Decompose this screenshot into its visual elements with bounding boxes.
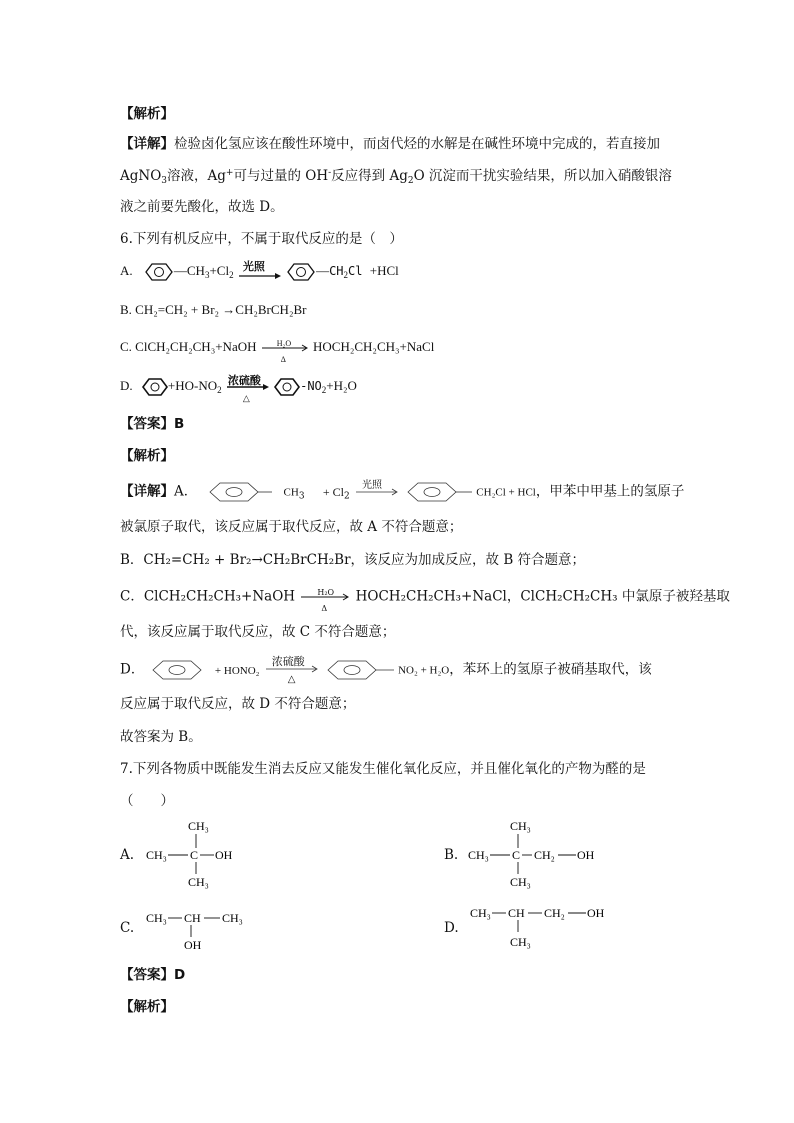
question-7-paren: （ ） — [120, 793, 174, 809]
struct-label: C — [512, 848, 521, 862]
section-heading-analysis: 【解析】 — [120, 106, 174, 122]
benzyl-chloride-structure-icon — [404, 481, 476, 503]
struct-label: OH — [577, 848, 595, 862]
q7-analysis-heading: 【解析】 — [120, 999, 174, 1015]
q6-option-c: C. ClCH₂CH₂CH₃+NaOH H₂O Δ HOCH₂CH₂CH₃+NaCl — [120, 339, 435, 365]
q7-option-d-structure — [466, 900, 626, 950]
nitrobenzene-structure-icon — [324, 659, 398, 681]
reaction-arrow: 光照 — [237, 261, 283, 283]
question-7-stem: 7.下列各物质中既能发生消去反应又能发生催化氧化反应，并且催化氧化的产物为醛的是 — [120, 761, 646, 777]
struct-label: CH₃ — [222, 911, 243, 925]
struct-label: OH — [587, 906, 605, 920]
struct-label: CH₃ — [146, 911, 167, 925]
struct-label: CH — [508, 906, 525, 920]
toluene-structure-icon — [202, 481, 284, 503]
struct-label: CH₃ — [510, 875, 531, 889]
struct-label: CH₃ — [510, 935, 531, 949]
reaction-arrow: 浓硫酸 △ — [264, 658, 320, 682]
q6-explain-a-cont: 被氯原子取代，该反应属于取代反应，故 A 不符合题意； — [120, 519, 463, 535]
q6-option-d: D. $+HO-NO_2$ 浓硫酸 △ $-NO_2+H_2O$ — [120, 375, 357, 404]
q6-explain-d: D． + HONO₂ 浓硫酸 △ NO₂ + H₂O，苯环上的氢原子被硝基取代，该 — [120, 655, 652, 685]
struct-label: OH — [184, 938, 202, 952]
struct-label: OH — [215, 848, 233, 862]
benzene-ring-icon — [274, 376, 300, 398]
reaction-arrow: 浓硫酸 △ — [225, 376, 271, 398]
q7-option-d-label: D. — [444, 920, 459, 936]
q7-option-b-structure — [464, 818, 614, 888]
q6-explain-c: C．ClCH₂CH₂CH₃+NaOH H₂O Δ HOCH₂CH₂CH₃+NaCl，ClCH₂CH₂CH₃ 中氯原子被羟基取 — [120, 588, 730, 613]
q6-conclusion: 故答案为 B。 — [120, 729, 202, 745]
struct-label: C — [190, 848, 199, 862]
q7-option-a-label: A. — [120, 847, 135, 863]
benzene-structure-icon — [149, 659, 207, 681]
q6-analysis-heading: 【解析】 — [120, 448, 174, 464]
struct-label: CH₃ — [470, 906, 491, 920]
q6-explain-b: B．CH₂=CH₂ + Br₂→CH₂BrCH₂Br，该反应为加成反应，故 B 符合题意； — [120, 552, 586, 568]
q6-answer: 【答案】B — [120, 416, 185, 432]
q6-explain-d-cont: 反应属于取代反应，故 D 不符合题意； — [120, 696, 356, 712]
reaction-arrow: H₂O Δ — [260, 337, 310, 359]
benzene-ring-icon — [144, 261, 174, 283]
reaction-arrow: H₂O Δ — [299, 586, 351, 608]
struct-label: CH₂ — [544, 906, 565, 920]
q7-option-b-label: B. — [444, 847, 459, 863]
detail-tag: 【详解】 — [120, 136, 174, 152]
struct-label: CH₂ — [534, 848, 555, 862]
question-6-stem: 6.下列有机反应中，不属于取代反应的是（ ） — [120, 231, 403, 247]
benzene-ring-icon — [286, 261, 316, 283]
q6-option-a: A. $—CH_3+Cl_2$ 光照 $—CH_2Cl +HCl$ — [120, 261, 399, 283]
detail-line-3: 液之前要先酸化，故选 D。 — [120, 199, 284, 215]
q7-option-c-structure — [142, 905, 262, 955]
struct-label: CH₃ — [188, 819, 209, 833]
q7-answer: 【答案】D — [120, 967, 186, 983]
struct-label: CH₃ — [510, 819, 531, 833]
q7-option-a-structure — [142, 818, 252, 888]
reaction-arrow: 光照 — [354, 481, 400, 503]
q7-option-c-label: C. — [120, 920, 135, 936]
struct-label: CH₃ — [146, 848, 167, 862]
q6-explain-a: 【详解】A． $CH_3 + Cl_2$ 光照 CH₂Cl + HCl，甲苯中甲基上的氢原子 — [120, 480, 685, 502]
detail-line-1: 【详解】检验卤化氢应该在酸性环境中，而卤代烃的水解是在碱性环境中完成的，若直接加 — [120, 136, 660, 152]
struct-label: CH₃ — [188, 875, 209, 889]
struct-label: CH₃ — [468, 848, 489, 862]
benzene-ring-icon — [142, 376, 168, 398]
detail-line-2: AgNO$_3$溶液，Ag+可与过量的 OH-反应得到 $Ag_2O$ 沉淀而干扰实验结果，所以加入硝酸银溶 — [120, 168, 672, 186]
q6-option-b: B. CH₂=CH₂ + Br₂ →CH₂BrCH₂Br — [120, 302, 307, 317]
struct-label: CH — [184, 911, 201, 925]
q6-explain-c-cont: 代，该反应属于取代反应，故 C 不符合题意； — [120, 624, 396, 640]
